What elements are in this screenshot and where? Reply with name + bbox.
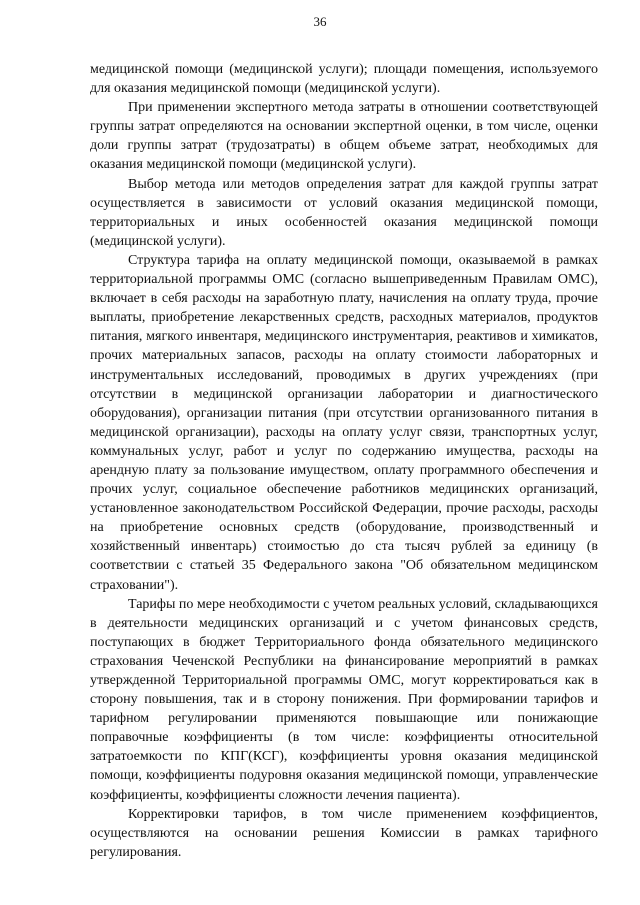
paragraph-tariff-adjustment: Тарифы по мере необходимости с учетом реальных условий, складывающихся в деятельности медицинских организаций и с учетом финансовых средств, поступающих в бюджет Территориального фонда обязательного медицинского страхования Чеченской Республики на финансирование мероприятий в рамках утвержденной Территориальной программы ОМС, могут корректироваться как в сторону повышения, так и в сторону понижения. При формировании тарифов и тарифном регулировании применяются повышающие или понижающие поправочные коэффициенты (в том числе: коэффициенты относительной затратоемкости по КПГ(КСГ), коэффициенты уровня оказания медицинской помощи, коэффициенты подуровня оказания медицинской помощи, управленческие коэффициенты, коэффициенты сложности лечения пациента). bbox=[90, 596, 598, 803]
document-body bbox=[90, 60, 598, 862]
paragraph-continuation: медицинской помощи (медицинской услуги); площади помещения, используемого для оказания медицинской помощи (медицинской услуги). bbox=[90, 62, 598, 97]
page-number: 36 bbox=[313, 14, 327, 29]
paragraph-method-choice: Выбор метода или методов определения затрат для каждой группы затрат осуществляется в зависимости от условий оказания медицинской помощи, территориальных и иных особенностей оказания медицинской помощи (медицинской услуги). bbox=[90, 176, 598, 249]
paragraph-tariff-structure: Структура тарифа на оплату медицинской помощи, оказываемой в рамках территориальной программы ОМС (согласно вышеприведенным Правилам ОМС), включает в себя расходы на заработную плату, начисления на оплату труда, прочие выплаты, приобретение лекарственных средств, расходных материалов, продуктов питания, мягкого инвентаря, медицинского инструментария, реактивов и химикатов, прочих материальных запасов, расходы на оплату стоимости лабораторных и инструментальных исследований, проводимых в других учреждениях (при отсутствии в медицинской организации лаборатории и диагностического оборудования), организации питания (при отсутствии организованного питания в медицинской организации), расходы на оплату услуг связи, транспортных услуг, коммунальных услуг, работ и услуг по содержанию имущества, расходы на арендную плату за пользование имуществом, оплату программного обеспечения и прочих услуг, социальное обеспечение работников медицинских организаций, установленное законодательством Российской Федерации, прочие расходы, расходы на приобретение основных средств (оборудование, производственный и хозяйственный инвентарь) стоимостью до ста тысяч рублей за единицу (в соответствии с статьей 35 Федерального закона "Об обязательном медицинском страховании"). bbox=[90, 252, 598, 593]
paragraph-tariff-corrections: Корректировки тарифов, в том числе применением коэффициентов, осуществляются на основании решения Комиссии в рамках тарифного регулирования. bbox=[90, 806, 598, 860]
paragraph-expert-method: При применении экспертного метода затраты в отношении соответствующей группы затрат определяются на основании экспертной оценки, в том числе, оценки доли группы затрат (трудозатраты) в общем объеме затрат, необходимых для оказания медицинской помощи (медицинской услуги). bbox=[90, 100, 598, 173]
